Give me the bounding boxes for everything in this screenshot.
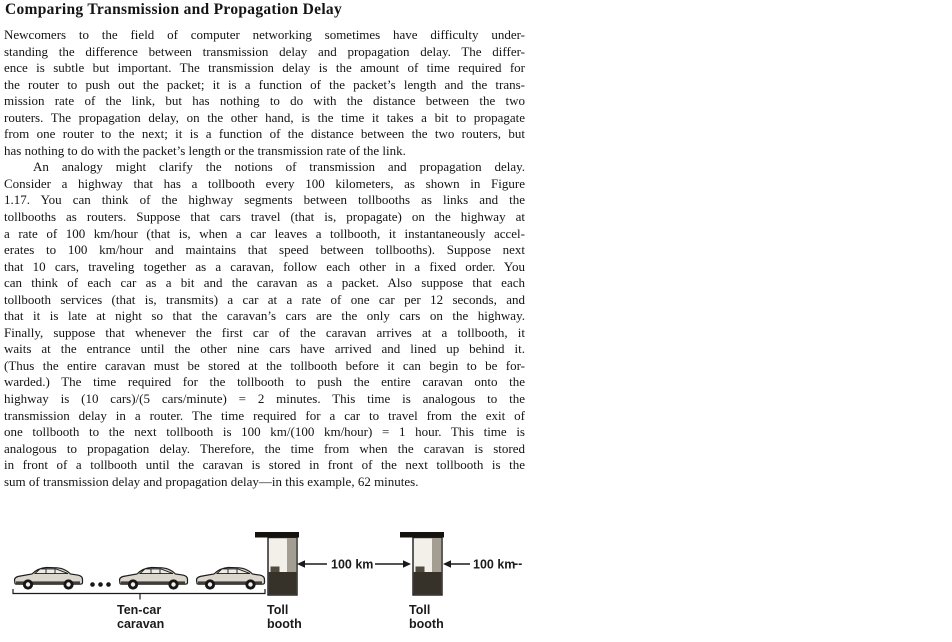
text-line: routers. The propagation delay, on the other hand, is the time it takes a bit to propagate	[4, 109, 525, 125]
text-line: mission rate of the link, but has nothing to do with the distance between the two	[4, 93, 525, 109]
text-line: from one router to the next; it is a function of the distance between the two routers, but	[4, 126, 525, 142]
caravan-bracket	[13, 589, 265, 600]
caravan-label: caravan	[117, 617, 165, 631]
arrow-left-head-icon	[443, 560, 451, 568]
ellipsis-dots-icon	[90, 582, 111, 587]
continuation-dashes: --	[514, 556, 523, 571]
text-line: that it is late at night so that the caravan’s cars are the only cars on the highway.	[4, 308, 525, 324]
distance-arrow-1	[297, 558, 411, 572]
distance-label: 100 km	[473, 557, 516, 572]
car-icon	[120, 568, 188, 590]
text-line: 1.17. You can think of the highway segments between tollbooths as links and the	[4, 192, 525, 208]
text-line: the router to push out the packet; it is a function of the packet’s length and the trans-	[4, 76, 525, 92]
tollbooth-2-group	[400, 532, 444, 631]
text-line: An analogy might clarify the notions of transmission and propagation delay.	[33, 159, 525, 175]
car-icon	[197, 568, 265, 590]
text-line: waits at the entrance until the other nine cars have arrived and lined up behind it.	[4, 341, 525, 357]
text-line: sum of transmission delay and propagation delay—in this example, 62 minutes.	[4, 473, 419, 489]
text-line: tollbooth services (that is, transmits) a car at a rate of one car per 12 seconds, and	[4, 291, 525, 307]
section-title: Comparing Transmission and Propagation Delay	[5, 1, 343, 18]
text-line: warded.) The time required for the tollbooth to push the entire caravan onto the	[4, 374, 525, 390]
text-line: Finally, suppose that whenever the first car of the caravan arrives at a tollbooth, it	[4, 324, 525, 340]
text-line: Newcomers to the field of computer networking sometimes have difficulty under-	[4, 27, 525, 42]
figure-caravan-tollbooth	[0, 527, 530, 639]
arrow-left-head-icon	[297, 560, 305, 568]
text-line: transmission delay in a router. The time required for a car to travel from the exit of	[4, 407, 525, 423]
tollbooth-label: booth	[409, 617, 444, 631]
body-text-column	[4, 27, 525, 490]
text-line: that 10 cars, traveling together as a caravan, follow each other in a fixed order. You	[4, 258, 525, 274]
text-line: standing the difference between transmission delay and propagation delay. The differ-	[4, 43, 525, 59]
text-line: Consider a highway that has a tollbooth every 100 kilometers, as shown in Figure	[4, 175, 525, 191]
text-line: one tollbooth to the next tollbooth is 100 km/(100 km/hour) = 1 hour. This time is	[4, 424, 525, 440]
arrow-right-head-icon	[403, 560, 411, 568]
text-line: has nothing to do with the packet’s length or the transmission rate of the link.	[4, 142, 406, 158]
text-line: analogous to propagation delay. Therefore, the time from when the caravan is stored	[4, 440, 525, 456]
tollbooth-label: booth	[267, 617, 302, 631]
car-icon	[15, 568, 83, 590]
text-line: erates to 100 km/hour and maintains that speed between tollbooths). Suppose next	[4, 242, 525, 258]
tollbooth-label: Toll	[267, 603, 289, 617]
caravan-label: Ten-car	[117, 603, 162, 617]
text-line: tollbooths as routers. Suppose that cars travel (that is, propagate) on the highway at	[4, 209, 525, 225]
caravan-group	[13, 568, 265, 632]
tollbooth-label: Toll	[409, 603, 431, 617]
text-line: highway is (10 cars)/(5 cars/minute) = 2 minutes. This time is analogous to the	[4, 391, 525, 407]
text-line: a rate of 100 km/hour (that is, when a car leaves a tollbooth, it instantaneously accel-	[4, 225, 525, 241]
text-line: (Thus the entire caravan must be stored at the tollbooth before it can begin to be for-	[4, 357, 525, 373]
distance-label: 100 km	[331, 557, 374, 572]
text-line: can think of each car as a bit and the caravan as a packet. Also suppose that each	[4, 275, 525, 291]
tollbooth-icon	[255, 532, 299, 595]
text-line: in front of a tollbooth until the caravan is stored in front of the next tollbooth is the	[4, 457, 525, 473]
text-line: ence is subtle but important. The transmission delay is the amount of time required for	[4, 60, 525, 76]
distance-arrow-2	[443, 557, 522, 572]
